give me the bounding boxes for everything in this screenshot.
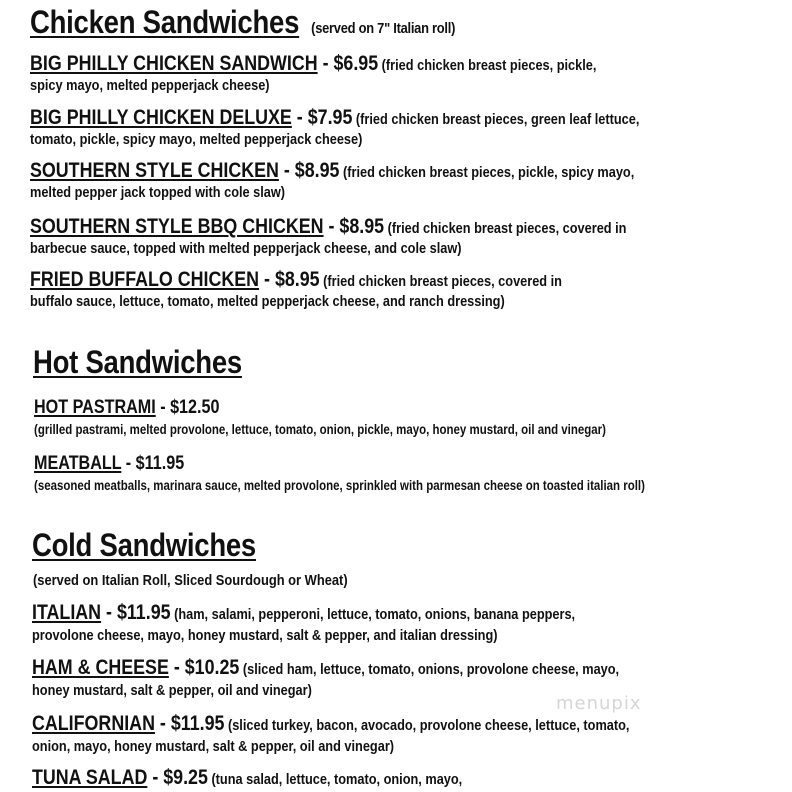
item-price: - $8.95 [259,268,320,291]
item-name: SOUTHERN STYLE BBQ CHICKEN [30,215,324,238]
item-name: BIG PHILLY CHICKEN SANDWICH [30,52,318,75]
cold-subtitle: (served on Italian Roll, Sliced Sourdough or Wheat) [33,572,348,589]
item-description-cont: tomato, pickle, spicy mayo, melted pepperjack cheese) [30,131,363,148]
menu-item-italian [32,601,575,644]
item-name: ITALIAN [32,601,102,624]
item-description: (sliced ham, lettuce, tomato, onions, provolone cheese, mayo, [239,661,620,678]
item-description: (fried chicken breast pieces, covered in [384,220,627,237]
item-description: (sliced turkey, bacon, avocado, provolone cheese, lettuce, tomato, [224,717,630,734]
item-description-cont: onion, mayo, honey mustard, salt & pepper, oil and vinegar) [32,738,395,755]
item-name: TUNA SALAD [32,766,148,789]
item-description: (grilled pastrami, melted provolone, lettuce, tomato, onion, pickle, mayo, honey mustard, oil and vinegar) [34,422,606,437]
menu-item-fried-buffalo-chicken [30,268,562,310]
menupix-watermark: menupix [556,693,642,714]
menu-item-meatball [34,453,645,493]
item-name: CALIFORNIAN [32,712,155,735]
item-description: (fried chicken breast pieces, pickle, [378,57,597,74]
item-description-cont: buffalo sauce, lettuce, tomato, melted pepperjack cheese, and ranch dressing) [30,293,505,310]
item-price: - $6.95 [317,52,379,75]
menu-item-big-philly-chicken-deluxe [30,106,639,148]
chicken-section-title [30,4,455,41]
item-price: - $9.25 [147,766,208,789]
item-price: - $11.95 [121,453,185,474]
item-description: (fried chicken breast pieces, green leaf lettuce, [352,111,640,128]
item-price: - $11.95 [101,601,171,624]
menu-item-tuna-salad [32,766,462,790]
item-description: (fried chicken breast pieces, pickle, spicy mayo, [339,164,635,181]
item-price: - $8.95 [323,215,385,238]
item-name: SOUTHERN STYLE CHICKEN [30,159,279,182]
item-price: - $12.50 [155,397,220,418]
item-description: (tuna salad, lettuce, tomato, onion, mayo, [207,771,463,788]
item-name: FRIED BUFFALO CHICKEN [30,268,260,291]
menu-item-hot-pastrami [34,397,606,437]
item-price: - $11.95 [154,712,225,735]
item-name: HAM & CHEESE [32,656,169,679]
item-description: (fried chicken breast pieces, covered in [319,273,562,290]
item-description: (seasoned meatballs, marinara sauce, melted provolone, sprinkled with parmesan cheese on toasted italian roll) [34,478,645,493]
item-price: - $7.95 [291,106,353,129]
item-description-cont: spicy mayo, melted pepperjack cheese) [30,77,270,94]
menu-item-southern-style-chicken [30,159,634,201]
item-description-cont: provolone cheese, mayo, honey mustard, salt & pepper, and italian dressing) [32,627,498,644]
item-price: - $10.25 [168,656,240,679]
menu-item-big-philly-chicken-sandwich [30,52,596,94]
item-description-cont: melted pepper jack topped with cole slaw) [30,184,286,201]
item-price: - $8.95 [278,159,340,182]
item-description-cont: honey mustard, salt & pepper, oil and vinegar) [32,682,312,699]
hot-section-title: Hot Sandwiches [33,344,242,380]
item-name: BIG PHILLY CHICKEN DELUXE [30,106,292,129]
chicken-subtitle: (served on 7" Italian roll) [311,20,456,37]
cold-section-title: Cold Sandwiches [32,527,256,563]
menu-item-ham-and-cheese [32,656,619,699]
item-name: HOT PASTRAMI [34,397,156,418]
item-description-cont: barbecue sauce, topped with melted pepperjack cheese, and cole slaw) [30,240,462,257]
item-name: MEATBALL [34,453,122,474]
chicken-title-text: Chicken Sandwiches [30,4,300,40]
menu-item-californian [32,712,629,755]
menu-item-southern-style-bbq-chicken [30,215,626,257]
item-description: (ham, salami, pepperoni, lettuce, tomato, onions, banana peppers, [170,606,576,623]
